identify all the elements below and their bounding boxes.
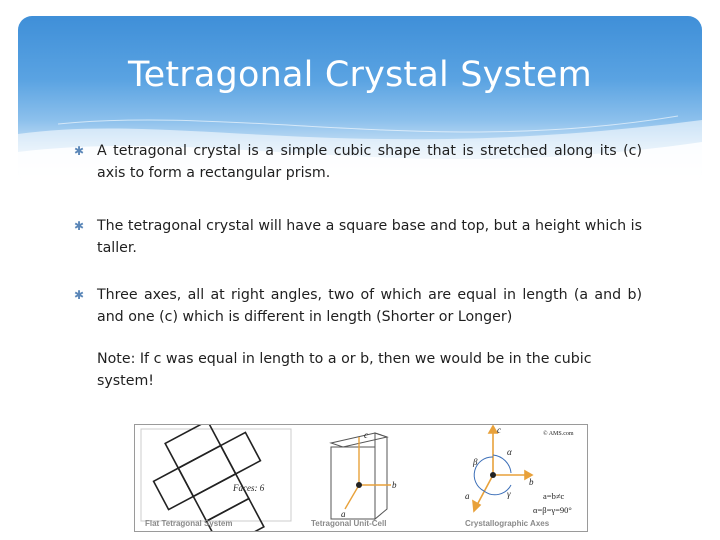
alpha-label: α — [507, 447, 512, 457]
unit-cell-diagram — [311, 430, 397, 528]
asterisk-bullet-icon: ✱ — [74, 219, 85, 233]
gamma-label: γ — [507, 489, 511, 499]
axis-b-label: b — [529, 477, 534, 487]
asterisk-bullet-icon: ✱ — [74, 288, 85, 302]
axis-c-label: c — [364, 430, 368, 440]
axis-c-label: c — [497, 425, 501, 435]
figure-caption: Crystallographic Axes — [465, 519, 550, 528]
axis-b-label: b — [392, 480, 397, 490]
bullet-text: The tetragonal crystal will have a square base and top, but a height which is taller. — [97, 218, 642, 256]
note-text: Note: If c was equal in length to a or b, then we would be in the cubic system! — [97, 351, 592, 389]
faces-label: Faces: 6 — [233, 483, 265, 493]
relation-axes: a=b≠c — [543, 491, 565, 501]
figure-caption: Flat Tetragonal System — [145, 519, 233, 528]
bullet-text: Three axes, all at right angles, two of which are equal in length (a and b) and one (c) which is different in length (Shorter or Longer) — [97, 287, 642, 325]
beta-label: β — [473, 457, 478, 467]
bullet-item — [66, 215, 642, 259]
watermark: © AMS.com — [543, 431, 574, 437]
asterisk-bullet-icon: ✱ — [74, 144, 85, 158]
tetragonal-figure — [134, 424, 588, 532]
flat-net-diagram — [140, 425, 291, 531]
slide-content — [66, 140, 642, 392]
relation-angles: α=β=γ=90° — [533, 505, 572, 515]
axis-a-label: a — [465, 491, 470, 501]
crystallographic-axes-diagram — [465, 425, 574, 528]
slide-title: Tetragonal Crystal System — [128, 55, 592, 95]
bullet-item — [66, 284, 642, 328]
axis-a-label: a — [341, 509, 346, 519]
bullet-item — [66, 140, 642, 184]
bullet-text: A tetragonal crystal is a simple cubic shape that is stretched along its (c) axis to form a rectangular prism. — [97, 143, 642, 181]
figure-caption: Tetragonal Unit-Cell — [311, 519, 387, 528]
